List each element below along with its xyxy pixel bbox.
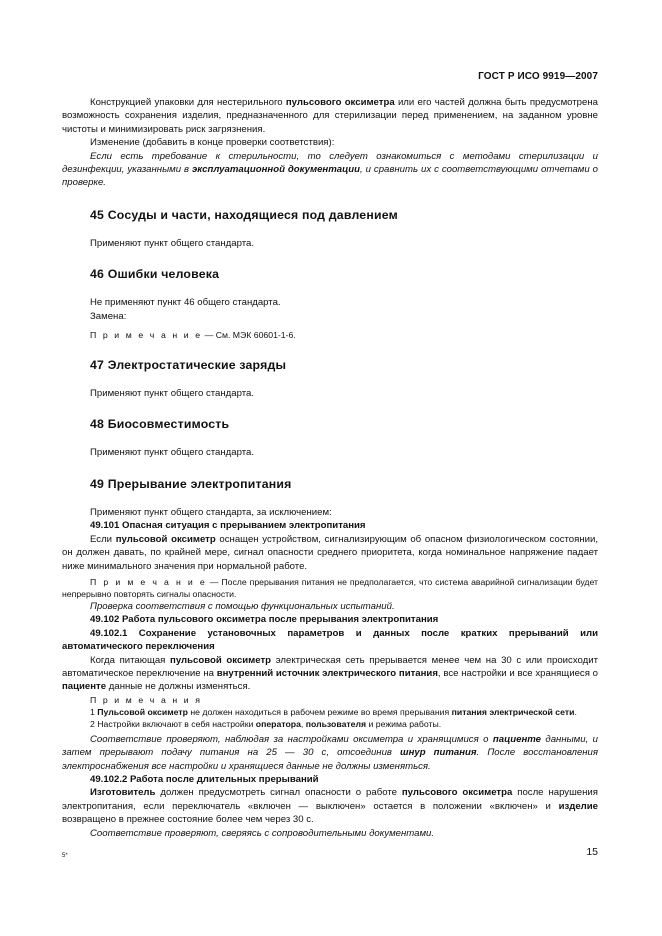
- section-45-body: Применяют пункт общего стандарта.: [90, 237, 255, 249]
- subsection-49-102-1-check: Соответствие проверяют, наблюдая за настройками оксиметра и хранящимися о пациенте данными, и затем прерывают подачу питания на 25 — 30 с, отсоединив шнур питания. После восстановления электроснабжения все настройки и хранящиеся данные не должны изменяться.: [62, 733, 599, 772]
- signature-mark: 5*: [62, 853, 68, 859]
- page-number: 15: [586, 846, 598, 858]
- notes-label: П р и м е ч а н и я: [90, 694, 203, 705]
- section-49-title: 49 Прерывание электропитания: [90, 476, 292, 491]
- intro-paragraph: Конструкцией упаковки для нестерильного пульсового оксиметра или его частей должна быть предусмотрена возможность сохранения изделия, предназначенного для стерилизации перед применением, на заданном уровне чистоты и минимизировать риск загрязнения.: [62, 97, 598, 135]
- section-48-title: 48 Биосовместимость: [90, 417, 230, 432]
- section-46-body: Не применяют пункт 46 общего стандарта.: [90, 297, 281, 309]
- document-header: ГОСТ Р ИСО 9919—2007: [478, 71, 598, 82]
- subsection-49-101-title: 49.101 Опасная ситуация с прерыванием электропитания: [90, 520, 366, 532]
- subsection-49-102-title: 49.102 Работа пульсового оксиметра после прерывания электропитания: [90, 614, 439, 626]
- note-2: 2 Настройки включают в себя настройки оператора, пользователя и режима работы.: [90, 718, 442, 729]
- section-47-title: 47 Электростатические заряды: [90, 358, 287, 373]
- amendment-line: Изменение (добавить в конце проверки соответствия):: [90, 137, 335, 149]
- subsection-49-102-2-check: Соответствие проверяют, сверяясь с сопроводительными документами.: [90, 827, 435, 839]
- subsection-49-102-2-title: 49.102.2 Работа после длительных прерываний: [90, 773, 319, 785]
- section-48-body: Применяют пункт общего стандарта.: [90, 447, 255, 459]
- subsection-49-101-note: П р и м е ч а н и е — После прерывания питания не предполагается, что система аварийной сигнализации будет непрерывно повторять сигналы опасности.: [62, 576, 598, 599]
- subsection-49-101-body: Если пульсовой оксиметр оснащен устройством, сигнализирующим об опасном физиологическом состоянии, он должен давать, по крайней мере, сигнал опасности среднего приоритета, когда номинальное напряжение падает ниже минимального значения при нормальной работе.: [62, 533, 598, 572]
- sterility-paragraph: Если есть требование к стерильности, то следует ознакомиться с методами стерилизации и дезинфекции, указанными в эксплуатационной документации, и сравнить их с соответствующими отчетами о проверке.: [62, 150, 598, 189]
- section-45-title: 45 Сосуды и части, находящиеся под давлением: [90, 207, 398, 222]
- subsection-49-102-2-body: Изготовитель должен предусмотреть сигнал опасности о работе пульсового оксиметра после нарушения электропитания, если переключатель «включен — выключен» остается в положении «включен» и изделие возвращено в прежнее состояние более чем через 30 с.: [62, 787, 598, 826]
- note-1: 1 Пульсовой оксиметр не должен находиться в рабочем режиме во время прерывания питания электрической сети.: [90, 706, 577, 717]
- section-47-body: Применяют пункт общего стандарта.: [90, 388, 255, 400]
- section-49-body: Применяют пункт общего стандарта, за исключением:: [90, 506, 332, 518]
- section-46-title: 46 Ошибки человека: [90, 267, 220, 282]
- subsection-49-102-1-title: 49.102.1 Сохранение установочных параметров и данных после кратких прерываний или автоматического переключения: [62, 627, 598, 653]
- page-body: [62, 96, 598, 840]
- subsection-49-102-1-body: Когда питающая пульсовой оксиметр электрическая сеть прерывается менее чем на 30 с или происходит автоматическое переключение на внутренний источник электрического питания, все настройки и все хранящиеся о пациенте данные не должны изменяться.: [62, 654, 598, 693]
- section-46-note: П р и м е ч а н и е — См. МЭК 60601-1-6.: [90, 330, 296, 341]
- subsection-49-101-check: Проверка соответствия с помощью функциональных испытаний.: [90, 600, 395, 612]
- section-46-replace: Замена:: [90, 310, 127, 322]
